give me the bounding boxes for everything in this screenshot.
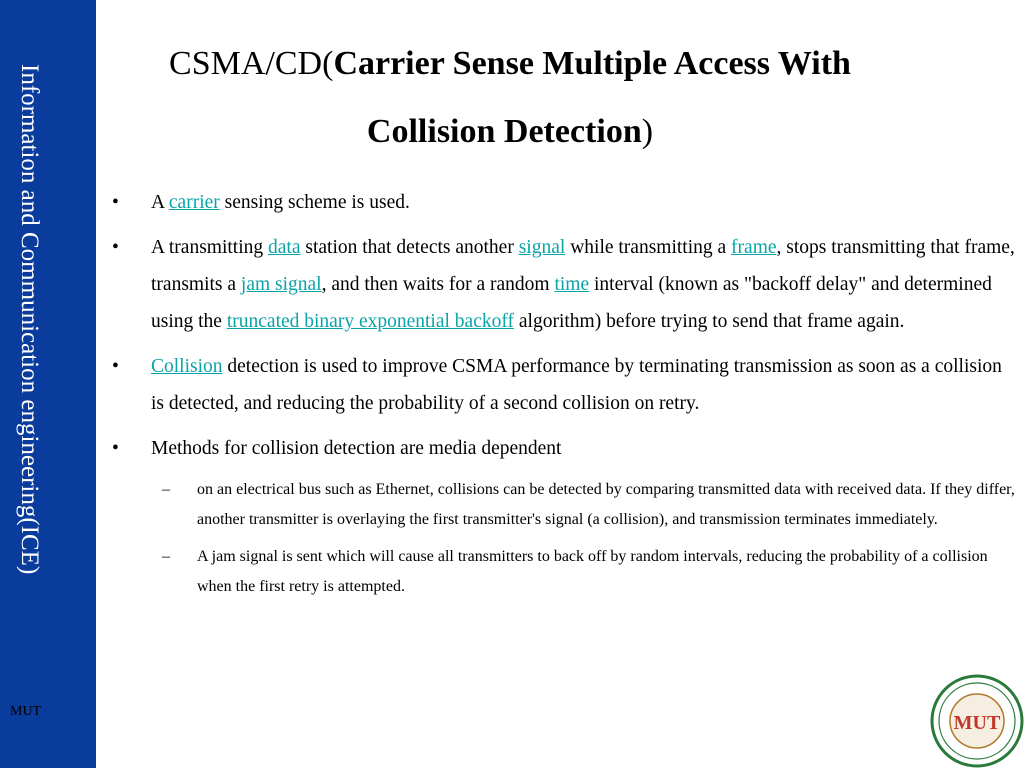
- sub-bullet-text: on an electrical bus such as Ethernet, collisions can be detected by comparing transmitted data with received data. If they differ, another transmitter is overlaying the first transmitter's signal (a collision), and transmission terminates immediately.: [197, 481, 1015, 528]
- link-jam-signal[interactable]: jam signal: [240, 274, 322, 295]
- title-close-paren: ): [641, 113, 654, 150]
- logo-monogram: MUT: [953, 712, 1001, 734]
- title-open-paren: (: [322, 45, 334, 82]
- link-frame[interactable]: frame: [731, 237, 777, 258]
- bullet-item: [112, 348, 1017, 422]
- link-collision[interactable]: Collision: [151, 356, 223, 377]
- link-time[interactable]: time: [554, 274, 590, 295]
- bullet-text: detection is used to improve CSMA performance by terminating transmission as soon as a collision is detected, and reducing the probability of a second collision on retry.: [151, 356, 1002, 414]
- university-seal-icon: [930, 674, 1024, 768]
- bullet-item: [112, 430, 1017, 467]
- sidebar-vertical-title: Information and Communication engineering(ICE): [16, 64, 43, 575]
- sub-bullet-text: A jam signal is sent which will cause all transmitters to back off by random intervals, reducing the probability of a collision when the first retry is attempted.: [197, 548, 988, 595]
- slide-content: [112, 184, 1017, 609]
- bullet-marker-icon: •: [112, 356, 119, 377]
- bullet-text: algorithm) before trying to send that frame again.: [514, 311, 905, 332]
- link-carrier[interactable]: carrier: [168, 192, 220, 213]
- sub-bullet-item: [112, 542, 1017, 602]
- bullet-text: interval (known as "backoff delay" and determined using the: [151, 274, 992, 332]
- title-bold: Carrier Sense Multiple Access With Collision Detection: [333, 45, 851, 150]
- bullet-marker-icon: •: [112, 438, 119, 459]
- bullet-text: sensing scheme is used.: [219, 192, 410, 213]
- bullet-text: while transmitting a: [565, 237, 732, 258]
- bullet-marker-icon: •: [112, 237, 119, 258]
- sidebar-footer-label: MUT: [10, 704, 42, 719]
- title-plain: CSMA/CD: [169, 45, 323, 82]
- slide-title: [120, 30, 900, 166]
- bullet-text: Methods for collision detection are media dependent: [151, 438, 562, 459]
- bullet-text: A transmitting: [151, 237, 268, 258]
- bullet-item: [112, 184, 1017, 221]
- bullet-text: , and then waits for a random: [321, 274, 555, 295]
- link-data[interactable]: data: [268, 237, 301, 258]
- link-truncated-binary-exponential-backoff[interactable]: truncated binary exponential backoff: [226, 311, 514, 332]
- sub-bullet-item: [112, 475, 1017, 535]
- sidebar: [0, 0, 96, 768]
- bullet-text: , stops transmitting that frame, transmits a: [151, 237, 1015, 295]
- link-signal[interactable]: signal: [518, 237, 566, 258]
- bullet-marker-icon: •: [112, 192, 119, 213]
- bullet-text: station that detects another: [300, 237, 519, 258]
- bullet-text: A: [151, 192, 169, 213]
- bullet-item: [112, 229, 1017, 340]
- sub-bullet-marker-icon: –: [162, 481, 170, 498]
- sub-bullet-marker-icon: –: [162, 548, 170, 565]
